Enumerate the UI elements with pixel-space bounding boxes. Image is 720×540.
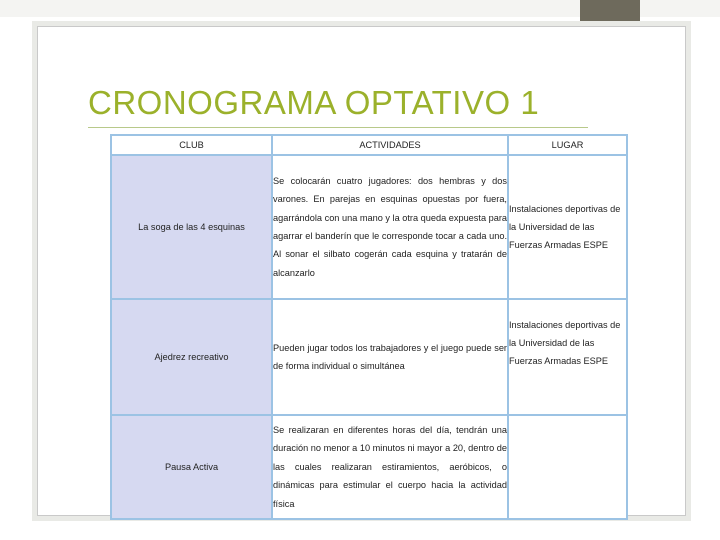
- club-cell: La soga de las 4 esquinas: [111, 155, 272, 299]
- table-row: [111, 155, 627, 299]
- activity-cell: Se colocarán cuatro jugadores: dos hembras y dos varones. En parejas en esquinas opuestas por fuera, agarrándola con una mano y la otra queda expuesta para agarrar el banderín que le corresponde tocar a cada uno. Al sonar el silbato cogerán cada esquina y tratarán de alcanzarlo: [272, 155, 508, 299]
- table-row: [111, 299, 627, 415]
- club-cell: Pausa Activa: [111, 415, 272, 519]
- club-cell: Ajedrez recreativo: [111, 299, 272, 415]
- table-row: [111, 415, 627, 519]
- place-cell: Instalaciones deportivas de la Universidad de las Fuerzas Armadas ESPE: [508, 299, 627, 415]
- slide-title: CRONOGRAMA OPTATIVO 1: [88, 84, 540, 121]
- schedule-table: [110, 134, 628, 520]
- activity-cell: Pueden jugar todos los trabajadores y el juego puede ser de forma individual o simultánea: [272, 299, 508, 415]
- header-club: CLUB: [111, 135, 272, 155]
- place-cell: Instalaciones deportivas de la Universidad de las Fuerzas Armadas ESPE: [508, 155, 627, 299]
- place-cell: [508, 415, 627, 519]
- header-activities: ACTIVIDADES: [272, 135, 508, 155]
- title-underline: [88, 127, 588, 128]
- header-place: LUGAR: [508, 135, 627, 155]
- activity-cell: Se realizaran en diferentes horas del día, tendrán una duración no menor a 10 minutos ni mayor a 20, dentro de las cuales realizaran estiramientos, aeróbicos, o dinámicas para estimular el cuerpo hacia la actividad física: [272, 415, 508, 519]
- table-header-row: [111, 135, 627, 155]
